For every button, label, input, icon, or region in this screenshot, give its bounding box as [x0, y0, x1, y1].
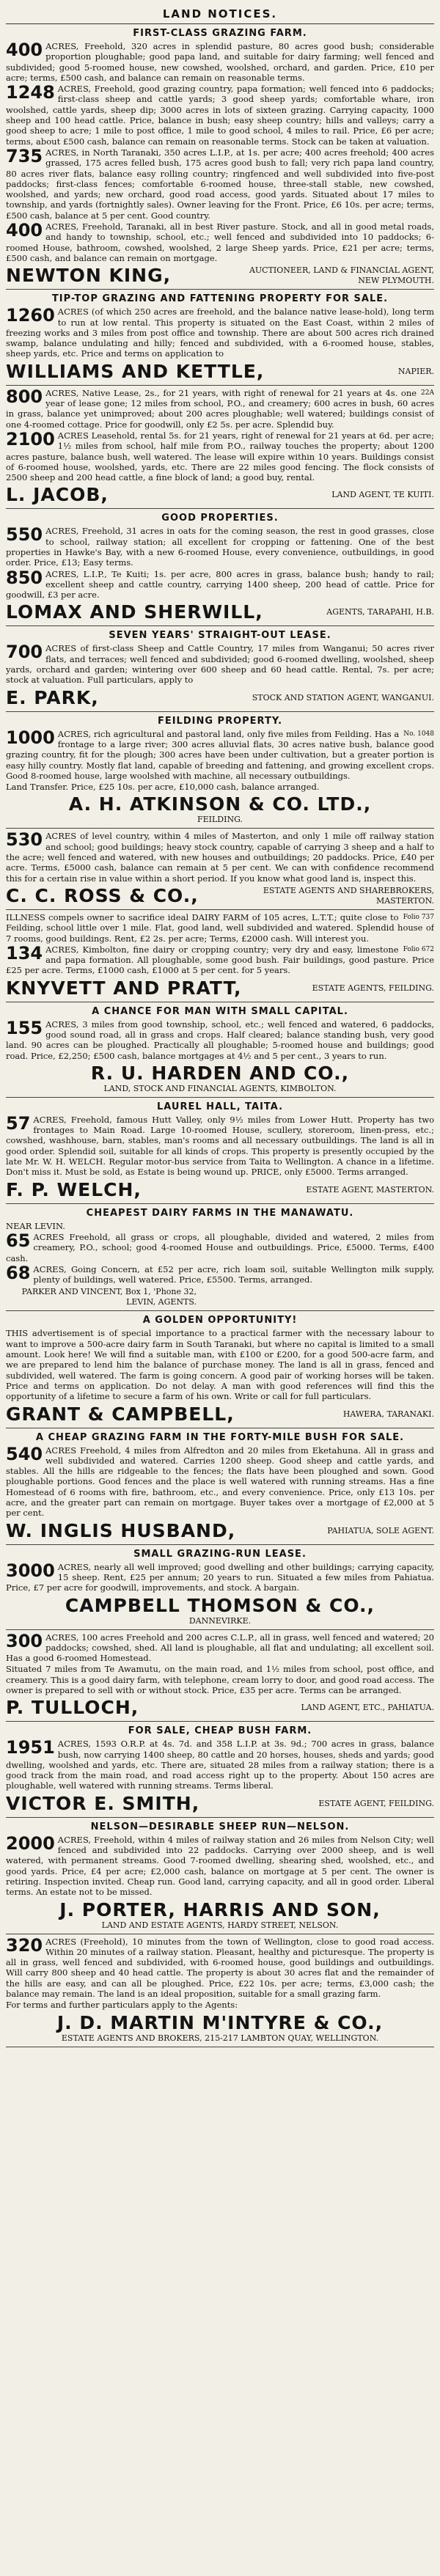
listing-text — [6, 1739, 434, 1791]
listing-body: ACRES of first-class Sheep and Cattle Country, 17 miles from Wanganui; 50 acres river flats, and terraces; well fenced and subdivided; good 6-roomed dwelling, woolshed, sheep yards, orchard and garden; wintering over 600 sheep and 60 head cattle. Rental, 7s. per acre; stock at valuation. Full particulars, apply to — [6, 643, 434, 686]
acreage-figure: 735 — [6, 145, 43, 166]
advertisement — [6, 386, 434, 510]
agent-signature — [6, 602, 434, 623]
agent-signature — [6, 1063, 434, 1094]
acreage-figure: 57 — [6, 1112, 31, 1134]
listing-text — [6, 1328, 434, 1401]
listing-body: ACRES, 3 miles from good township, school, etc.; well fenced and watered, 6 paddocks, good sound road, all in grass and crops. Half cleared; balance standing bush, very good land. 90 acres can be ploughed. Practically all ploughable; 5-roomed house and buildings; good road. Price, £2,250; £500 cash, balance mortgages at 4½ and 5 per cent., 3 years to run. — [6, 1019, 434, 1061]
acreage-figure: 540 — [6, 1443, 43, 1464]
advertisement — [6, 1098, 434, 1204]
advertisement — [6, 829, 434, 909]
masthead: LAND NOTICES. — [6, 6, 434, 24]
agent-name: R. U. HARDEN AND CO., — [90, 1062, 350, 1084]
listing-text — [6, 307, 434, 359]
listing-text — [6, 1221, 434, 1231]
listing-body: Land Transfer. Price, £25 10s. per acre, £10,000 cash, balance arranged. — [6, 782, 320, 793]
agent-address: HAWERA, TARANAKI. — [342, 1409, 434, 1419]
ad-heading: FEILDING PROPERTY. — [157, 715, 283, 727]
acreage-figure: 300 — [6, 1630, 43, 1651]
ad-heading: FIRST-CLASS GRAZING FARM. — [133, 28, 307, 39]
listing-text — [6, 912, 434, 944]
listing-body: ACRES, 1593 O.R.P. at 4s. 7d. and 358 L.I.P. at 3s. 9d.; 700 acres in grass, balance bush, now carrying 1400 sheep, 80 cattle and 20 horses, houses, sheds and yards; good dwelling, woolshed and yards, etc. There are, situated 28 miles from a railway station; there is a good track from the main road, and road access right up to the property. About 150 acres are ploughable, well watered with running streams. Terms liberal. — [6, 1739, 434, 1791]
agent-name: J. D. MARTIN M'INTYRE & CO., — [56, 2011, 384, 2033]
acreage-figure: 1260 — [6, 305, 55, 326]
agent-signature — [6, 886, 434, 906]
agent-signature — [6, 362, 434, 382]
acreage-figure: 700 — [6, 642, 43, 663]
agent-address: STOCK AND STATION AGENT, WANGANUI. — [252, 692, 434, 702]
ad-heading: A GOLDEN OPPORTUNITY! — [142, 1315, 298, 1326]
listing-text — [6, 1232, 434, 1263]
listing-text — [6, 1112, 434, 1178]
ad-heading: A CHEAP GRAZING FARM IN THE FORTY-MILE BUSH FOR SALE. — [35, 1431, 405, 1443]
agent-address: AUCTIONEER, LAND & FINANCIAL AGENT, NEW PLYMOUTH. — [249, 265, 434, 286]
acreage-figure: 2000 — [6, 1832, 55, 1854]
acreage-figure: 65 — [6, 1230, 31, 1251]
acreage-figure: 850 — [6, 567, 43, 588]
agent-signature — [6, 2013, 434, 2044]
listing-body: ILLNESS compels owner to sacrifice ideal DAIRY FARM of 105 acres, L.T.T.; quite close to Feilding, school little over 1 mile. Flat, good land, well subdivided and watered. Splendid house of 7 rooms, good buildings. Rent, £2 2s. per acre; Terms, £2000 cash. Will interest you. — [6, 911, 434, 944]
folio-reference: Folio 737 — [403, 913, 434, 921]
agent-signature — [6, 1287, 434, 1307]
agent-address: AGENTS, TARAPAHI, H.B. — [326, 607, 434, 617]
acreage-figure: 2100 — [6, 428, 55, 449]
agent-address: ESTATE AGENTS, FEILDING. — [312, 983, 434, 993]
advertisement-column — [6, 24, 434, 2047]
listing-body: ACRES, in North Taranaki, 350 acres L.I.P., at 1s. per acre; 400 acres freehold; 400 acres grassed, 175 acres felled bush, 175 acres good bush to fall; very rich papa land country, 80 acres river flats, balance easy rolling country; ringfenced and well subdivided into five-post paddocks; first-class fences; comfortable 6-roomed house, three-stall stable, new cowshed, woolshed, and yards; new orchard, good road access, good yards. Situated about 17 miles to township, and yards (fortnightly sales). Owner leaving for the Front. Price, £6 10s. per acre; terms, £500 cash, balance at 5 per cent. Good country. — [6, 147, 434, 221]
advertisement — [6, 24, 434, 290]
agent-signature — [6, 1698, 434, 1718]
listing-body: ACRES, rich agricultural and pastoral land, only five miles from Feilding. Has a frontage to a large river; 300 acres alluvial flats, 30 acres native bush, balance good grazing country, fit for the plough; 300 acres have been under cultivation, but a greater portion is easy hilly country. Mostly flat land, capable of breeding and fattening, and growing excellent crops. Good 8-roomed house, large woolshed with machine, all necessary outbuildings. — [6, 728, 434, 781]
agent-address: PARKER AND VINCENT, Box 1, 'Phone 32, LEVIN, AGENTS. — [21, 1287, 197, 1307]
agent-signature — [6, 265, 434, 286]
listing-text — [6, 1934, 434, 2000]
listing-text — [6, 729, 434, 781]
acreage-figure: 400 — [6, 40, 43, 60]
listing-body: For terms and further particulars apply to the Agents: — [6, 2000, 238, 2011]
folio-reference: 22A — [421, 389, 434, 397]
listing-body: ACRES, Freehold, famous Hutt Valley, only 9½ miles from Lower Hutt. Property has two frontages to Main Road. Large 10-roomed House, scullery, storeroom, linen-press, etc.; cowshed, washhouse, barn, stables, man's rooms and all necessary outbuildings. The land is all in good order. Splendid soil, suitable for all kinds of crops. This property is presently occupied by the late Mr. W. H. WELCH. Regular motor-bus service from Taita to Wellington. A chance in a lifetime. Don't miss it. Must be sold, as Estate is being wound up. PRICE, only £5000. Terms arranged. — [6, 1114, 434, 1178]
listing-body: ACRES, Native Lease, 2s., for 21 years, with right of renewal for 21 years at 4s. one year of lease gone; 12 miles from school, P.O., and creamery; 600 acres in bush, 60 acres in grass, balance yet unimproved; about 200 acres ploughable; well watered; buildings consist of one 4-roomed cottage. Price for goodwill, only £2 5s. per acre. Splendid buy. — [6, 387, 434, 430]
agent-name: NEWTON KING, — [6, 265, 172, 287]
agent-name: P. TULLOCH, — [6, 1697, 139, 1719]
acreage-figure: 800 — [6, 386, 43, 407]
listing-text — [6, 1832, 434, 1898]
agent-address: ESTATE AGENTS AND BROKERS, 215-217 LAMBTON QUAY, WELLINGTON. — [61, 2033, 379, 2043]
advertisement — [6, 626, 434, 711]
listing-text — [6, 41, 434, 83]
agent-address: LAND, STOCK AND FINANCIAL AGENTS, KIMBOLTON. — [103, 1083, 337, 1093]
agent-name: J. PORTER, HARRIS AND SON, — [59, 1898, 381, 1920]
listing-text — [6, 526, 434, 568]
agent-signature — [6, 1521, 434, 1541]
listing-body: ACRES (Freehold), 10 minutes from the town of Wellington, close to good road access. Within 20 minutes of a railway station. Pleasant, healthy and picturesque. The property is all in grass, well fenced and subdivided, with 6-roomed house, good buildings and outbuildings. Will carry 800 sheep and 40 head cattle. The property is about 30 acres flat and the remainder of the hills are easy, and can all be ploughed. Price, £22 10s. per acre; terms, £3,000 cash; the balance may remain. The land is an ideal proposition, suitable for a small grazing farm. — [6, 1936, 434, 2000]
listing-body: THIS advertisement is of special importance to a practical farmer with the necessary labour to want to improve a 500-acre dairy farm in South Taranaki, but where no capital is limited to a small amount. Look here! We will find a suitable man, with £100 or £200, for a good 500-acre farm, and we are prepared to lend him the balance of purchase money. The land is all in grass, fenced and subdivided, well watered. The farm is going concern. A good pair of working horses will be taken. Price and terms on application. Do not delay. A man with good references will find this the opportunity of a lifetime to secure a farm of his own. Write or call for full particulars. — [6, 1328, 434, 1402]
acreage-figure: 155 — [6, 1017, 43, 1038]
ad-heading: CHEAPEST DAIRY FARMS IN THE MANAWATU. — [86, 1207, 354, 1219]
ad-heading: SMALL GRAZING-RUN LEASE. — [133, 1548, 307, 1560]
agent-address: NAPIER. — [397, 366, 434, 376]
listing-body: ACRES (of which 250 acres are freehold, and the balance native lease-hold), long term to run at low rental. This property is situated on the East Coast, within 2 miles of freezing works and 3 miles from post office and township. There are about 500 acres rich drained swamp, balance undulating and hilly; fenced and subdivided, with a 6-roomed house, stables, sheep yards, etc. Price and terms on application to — [6, 307, 434, 359]
advertisement — [6, 712, 434, 829]
agent-name: W. INGLIS HUSBAND, — [6, 1519, 236, 1541]
agent-address: DANNEVIRKE. — [188, 1615, 252, 1626]
acreage-figure: 1248 — [6, 82, 55, 103]
advertisement — [6, 1002, 434, 1098]
agent-name: VICTOR E. SMITH, — [6, 1792, 200, 1814]
listing-text — [6, 1562, 434, 1593]
agent-address: PAHIATUA, SOLE AGENT. — [327, 1525, 434, 1535]
advertisement — [6, 910, 434, 1002]
ad-heading: FOR SALE, CHEAP BUSH FARM. — [128, 1725, 312, 1737]
acreage-figure: 550 — [6, 524, 43, 546]
listing-text — [6, 2000, 434, 2010]
acreage-figure: 400 — [6, 220, 43, 241]
listing-text — [6, 1664, 434, 1695]
listing-body: ACRES, Freehold, within 4 miles of railway station and 26 miles from Nelson City; well fenced and subdivided into 22 paddocks. Carrying over 2000 sheep, and is well watered, with permanent streams. Good 7-roomed dwelling, shearing shed, woolshed, etc., and good yards. Price, £4 per acre; £2,000 cash, balance on mortgage at 5 per cent. The owner is retiring. Inspection invited. Cheap run. Good land, carrying capacity, and all in good order. Liberal terms. An estate not to be missed. — [6, 1834, 434, 1898]
listing-body: ACRES, Freehold, 31 acres in oats for the coming season, the rest in good grasses, close to school, railway station; all excellent for cropping or fattening. One of the best properties in Hawke's Bay, with a new 6-roomed House, every convenience, outbuildings, in good order. Price, £13; Easy terms. — [6, 526, 434, 568]
advertisement — [6, 1934, 434, 2047]
agent-signature — [6, 1900, 434, 1931]
listing-text — [6, 147, 434, 221]
folio-reference: Folio 672 — [403, 945, 434, 953]
listing-text — [6, 1445, 434, 1519]
ad-heading: TIP-TOP GRAZING AND FATTENING PROPERTY FOR SALE. — [51, 293, 389, 305]
listing-text — [6, 944, 434, 976]
listing-text — [6, 388, 434, 430]
agent-signature — [6, 485, 434, 505]
listing-body: ACRES, Freehold, 320 acres in splendid pasture, 80 acres good bush; considerable proportion ploughable; good papa land, and suitable for dairy farming; well fenced and subdivided; good 5-roomed house, new cowshed, woolshed, orchard, and garden. Price, £10 per acre; terms, £500 cash, and balance can remain on reasonable terms. — [6, 41, 434, 83]
agent-signature — [6, 1596, 434, 1626]
ad-heading: LAUREL HALL, TAITA. — [156, 1101, 284, 1112]
listing-body: ACRES, Freehold, good grazing country, papa formation; well fenced into 6 paddocks; first-class sheep and cattle yards; 3 good sheep yards; comfortable whare, iron woolshed, cattle yards, sheep dip; 3000 acres in lots of sixteen grazing. Carrying capacity, 1000 sheep and 100 head cattle. Price, balance in bush; easy sheep country; hills and valleys; carry a good sheep to acre; 1 mile to post office, 1 mile to good school, 4 miles to rail. Price, £6 per acre; terms, about £500 cash, balance can remain on reasonable terms. Stock can be taken at valuation. — [6, 84, 434, 147]
listing-text — [6, 831, 434, 883]
advertisement — [6, 1818, 434, 1934]
acreage-figure: 530 — [6, 829, 43, 851]
listing-body: ACRES, nearly all well improved; good dwelling and other buildings; carrying capacity, 15 sheep. Rent, £25 per annum; 20 years to run. Situated a few miles from Pahiatua. Price, £7 per acre for goodwill, improvements, and stock. A bargain. — [6, 1561, 434, 1593]
agent-address: ESTATE AGENT, MASTERTON. — [306, 1184, 434, 1195]
listing-body: NEAR LEVIN. — [6, 1220, 65, 1231]
agent-address: LAND AGENT, TE KUITI. — [331, 490, 434, 500]
agent-signature — [6, 1794, 434, 1814]
acreage-figure: 3000 — [6, 1560, 55, 1581]
land-notices-page — [6, 6, 434, 2564]
agent-address: LAND AGENT, ETC., PAHIATUA. — [301, 1703, 434, 1713]
ad-heading: SEVEN YEARS' STRAIGHT-OUT LEASE. — [109, 630, 331, 642]
acreage-figure: 1000 — [6, 727, 55, 748]
listing-text — [6, 1019, 434, 1061]
agent-address: ESTATE AGENTS AND SHAREBROKERS, MASTERTON. — [263, 885, 434, 906]
agent-name: L. JACOB, — [6, 484, 109, 506]
listing-body: ACRES, Kimbolton, fine dairy or cropping country; very dry and easy, limestone and papa formation. All ploughable, some good bush. Fair buildings, good pasture. Price £25 per acre. Terms, £1000 cash, £1000 at 5 per cent. for 5 years. — [6, 944, 434, 976]
agent-name: A. H. ATKINSON & CO. LTD., — [68, 793, 372, 815]
listing-text — [6, 84, 434, 147]
listing-body: ACRES Freehold, 4 miles from Alfredton and 20 miles from Eketahuna. All in grass and well subdivided and watered. Carries 1200 sheep. Good sheep and cattle yards, and stables. All the hills are ridgeable to the fences; the flats have been ploughed and sown. Good ploughable portions. Good fences and the place is well watered with running streams. Has a fine Homestead of 6 rooms with fire, bathroom, etc., and every convenience. Price, only £13 10s. per acre, and the greater part can remain on mortgage. Buyer takes over a mortgage of £2,000 at 5 per cent. — [6, 1445, 434, 1519]
ad-heading: A CHANCE FOR MAN WITH SMALL CAPITAL. — [92, 1005, 348, 1017]
acreage-figure: 320 — [6, 1934, 43, 1956]
listing-body: Situated 7 miles from Te Awamutu, on the main road, and 1½ miles from school, post office, and creamery. This is a good dairy farm, with telephone, cream lorry to door, and good road access. The owner is prepared to sell with or without stock. Price, £35 per acre. Terms can be arranged. — [6, 1664, 434, 1695]
advertisement — [6, 509, 434, 626]
listing-text — [6, 430, 434, 482]
agent-name: GRANT & CAMPBELL, — [6, 1403, 235, 1425]
listing-text — [6, 643, 434, 685]
agent-address: ESTATE AGENT, FEILDING. — [318, 1798, 434, 1808]
listing-text — [6, 1264, 434, 1285]
agent-name: LOMAX AND SHERWILL, — [6, 601, 263, 623]
listing-text — [6, 221, 434, 263]
agent-signature — [6, 688, 434, 708]
advertisement — [6, 1428, 434, 1545]
listing-text — [6, 569, 434, 601]
acreage-figure: 134 — [6, 942, 43, 964]
agent-name: WILLIAMS AND KETTLE, — [6, 360, 265, 382]
advertisement — [6, 1630, 434, 1722]
agent-name: F. P. WELCH, — [6, 1178, 142, 1200]
listing-body: ACRES Freehold, all grass or crops, all ploughable, divided and watered, 2 miles from creamery, P.O., school; good 4-roomed House and outbuildings. Price, £5000. Terms, £400 cash. — [6, 1231, 434, 1263]
listing-body: ACRES of level country, within 4 miles of Masterton, and only 1 mile off railway station and school; good buildings; heavy stock country, capable of carrying 3 sheep and a half to the acre; well fenced and watered, with new houses and outbuildings; 20 paddocks. Price, £40 per acre. Terms, £5000 cash, balance can remain at 5 per cent. We can with confidence recommend this for a certain rise in value within a short period. If you know what good land is, inspect this. — [6, 831, 434, 884]
acreage-figure: 1951 — [6, 1737, 55, 1758]
advertisement — [6, 1311, 434, 1428]
folio-reference: No. 1048 — [403, 730, 434, 738]
agent-signature — [6, 1404, 434, 1425]
agent-name: C. C. ROSS & CO., — [6, 884, 199, 906]
agent-signature — [6, 978, 434, 999]
agent-address: LAND AND ESTATE AGENTS, HARDY STREET, NELSON. — [101, 1920, 339, 1930]
ad-heading: NELSON—DESIRABLE SHEEP RUN—NELSON. — [90, 1821, 350, 1832]
listing-text — [6, 782, 434, 792]
listing-body: ACRES, L.I.P., Te Kuiti; 1s. per acre, 800 acres in grass, balance bush; handy to rail; excellent sheep and cattle country, carrying 1400 sheep, 200 head of cattle. Price for goodwill, £3 per acre. — [6, 568, 434, 601]
listing-text — [6, 1632, 434, 1664]
listing-body: ACRES, Going Concern, at £52 per acre, rich loam soil, suitable Wellington milk supply, plenty of buildings, well watered. Price, £5500. Terms, arranged. — [33, 1263, 434, 1285]
acreage-figure: 68 — [6, 1262, 31, 1283]
agent-address: FEILDING. — [197, 815, 243, 825]
listing-body: ACRES, Freehold, Taranaki, all in best River pasture. Stock, and all in good metal roads, and handy to township, school, etc.; well fenced and subdivided into 10 paddocks; 6-roomed House, bathroom, cowshed, woolshed, 2 large Sheep yards. Price, £21 per acre; terms, £500 cash, and balance can remain on mortgage. — [6, 221, 434, 263]
agent-name: E. PARK, — [6, 686, 99, 708]
ad-heading: GOOD PROPERTIES. — [161, 513, 279, 524]
agent-signature — [6, 794, 434, 825]
agent-name: KNYVETT AND PRATT, — [6, 977, 242, 999]
listing-body: ACRES Leasehold, rental 5s. for 21 years, right of renewal for 21 years at 6d. per acre; 1½ miles from school, half mile from P.O., railway touches the property; about 1200 acres pasture, balance bush, well watered. The lease will expire within 10 years. Buildings consist of 6-roomed house, woolshed, yards, etc. There are 22 miles good fencing. The flock consists of 2500 sheep and 200 head cattle, a fine block of land; a good buy, rental. — [6, 430, 434, 483]
agent-name: CAMPBELL THOMSON & CO., — [65, 1594, 375, 1616]
advertisement — [6, 1545, 434, 1630]
advertisement — [6, 1722, 434, 1817]
listing-body: ACRES, 100 acres Freehold and 200 acres C.L.P., all in grass, well fenced and watered; 20 paddocks; cowshed, shed. All land is ploughable, all flat and undulating; all excellent soil. Has a good 6-roomed Homestead. — [6, 1632, 434, 1664]
advertisement — [6, 290, 434, 385]
advertisement — [6, 1204, 434, 1312]
agent-signature — [6, 1180, 434, 1200]
